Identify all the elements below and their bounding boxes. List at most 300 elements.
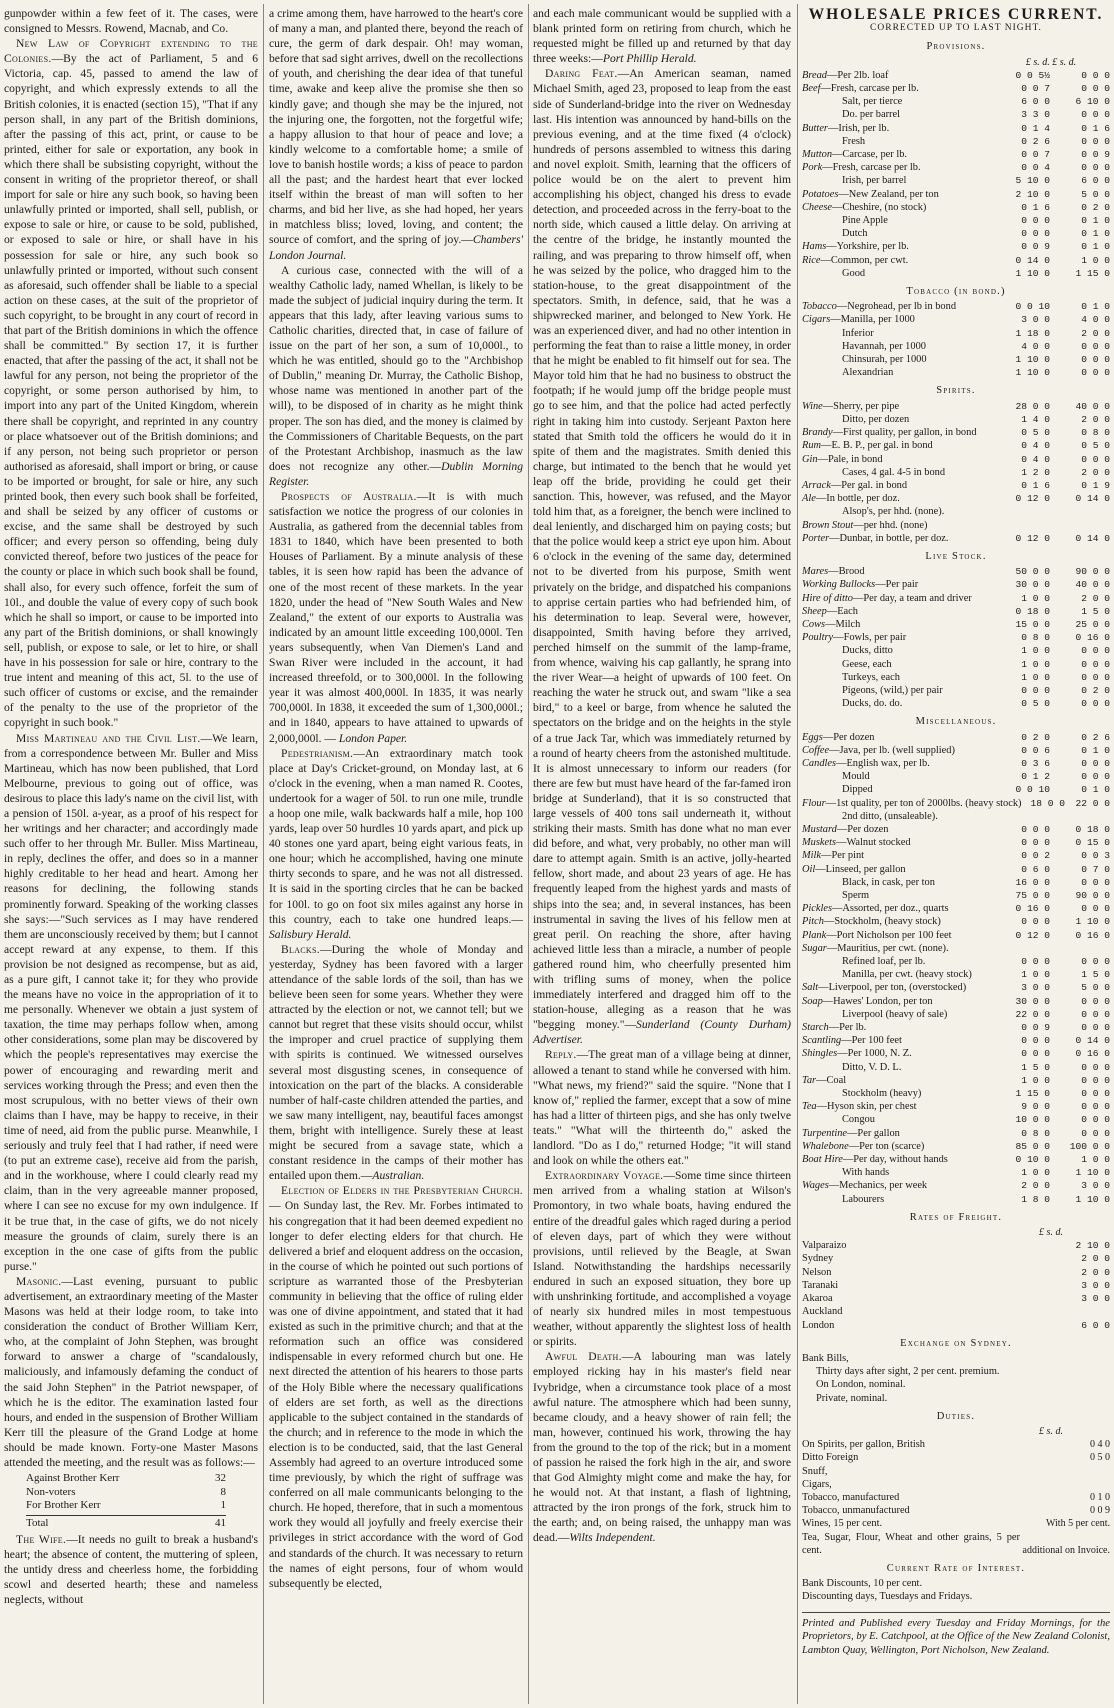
commodity-desc: —Milch [825, 618, 861, 630]
price-row [802, 69, 1110, 82]
commodity-name: Butter [802, 122, 828, 134]
price-row [802, 240, 1110, 253]
commodity-name: Hams [802, 241, 827, 253]
commodity-desc: —Java, per lb. (well supplied) [829, 744, 955, 756]
price-low: 0 0 7 [1021, 149, 1050, 161]
price-low: 0 1 2 [1021, 771, 1050, 783]
price-label [802, 148, 992, 161]
price-row [802, 1047, 1110, 1060]
price-label [802, 889, 992, 902]
price-low: 0 0 5½ [1015, 69, 1050, 81]
duty-item: Snuff, [802, 1465, 828, 1477]
price-low: 1 0 0 [1021, 671, 1050, 683]
price-low: 1 0 0 [1021, 645, 1050, 657]
price-row [802, 797, 1110, 810]
price-low: 1 10 0 [1015, 367, 1050, 379]
price-row [802, 823, 1110, 836]
freight-row [802, 1319, 1110, 1332]
price-label [802, 810, 992, 823]
vote-count: 8 [220, 1485, 226, 1498]
price-low: 0 16 0 [1015, 903, 1050, 915]
article-martineau [4, 731, 258, 1274]
article-body: A curious case, connected with the will of a wealthy Catholic lady, named Whellan, is likely to be made the subject of judicial inquiry during the term. It appears that this lady, after leaving various sums to Catholic charities, directed that, in case of failure of issue on the part of her son, a sum of 10,000l., to which he was entitled, should go to the "Archbishop of Dublin," meaning Dr. Murray, the Catholic Bishop, whose name was mentioned in another part of the will), to be disposed of in charity as he might think proper. The son has died, and the money is claimed by the Commissioners of Charitable Bequests, on the part of the Protestant Archbishop, inasmuch as the law does not recognize any other.— [269, 263, 523, 473]
price-high: 1 5 0 [1081, 969, 1110, 981]
price-row [802, 174, 1110, 187]
price-row [802, 453, 1110, 466]
commodity-desc: Irish, per barrel [842, 175, 907, 187]
vote-count: 41 [215, 1516, 226, 1529]
price-low: 0 0 0 [1021, 684, 1050, 696]
price-row [802, 757, 1110, 770]
vote-label: Non-voters [26, 1485, 76, 1498]
freight-rate: 2 0 0 [1081, 1253, 1110, 1265]
commodity-desc: —Yorkshire, per lb. [826, 241, 909, 253]
price-row [802, 942, 1110, 955]
price-label [802, 1113, 992, 1126]
article-paragraph: gunpowder within a few feet of it. The cases, were consigned to Messrs. Rowend, Macnab, and Co. [4, 7, 258, 36]
article-body: —It is with much satisfaction we notice the progress of our colonies in Australia, as gathered from the decennial tables from 1831 to 1840, which have been presented to both Houses of Parliament. By a minute analysis of these tables, it is seen how rapid has been the advance of one of the most recent of these markets. In the year 1820, under the head of "New South Wales and New Zealand," the extent of our exports to Australia was indicated by an amount little exceeding 100,000l. Ten years subsequently, when Van Diemen's Land and Swan River were included in the account, it had increased threefold, or to 300,000l. In the following year it was almost 400,000l. In 1835, it was nearly 700,000l. In 1838, it exceeded the sum of 1,300,000l.; and in 1840, appears to have attained to upwards of 2,000,000l. — [269, 490, 523, 745]
prices-subtitle: CORRECTED UP TO LAST NIGHT. [870, 23, 1042, 34]
commodity-desc: —Hyson skin, per chest [816, 1101, 917, 1113]
price-high: 90 0 0 [1075, 890, 1110, 901]
price-high: 3 0 0 [1081, 1180, 1110, 1192]
article-heading: Extraordinary Voyage. [545, 1169, 664, 1183]
commodity-name: Tobacco [802, 301, 837, 313]
price-row [802, 340, 1110, 353]
price-high: 0 0 0 [1081, 354, 1110, 366]
commodity-desc: —Negrohead, per lb in bond [836, 301, 957, 313]
article-paragraph [269, 263, 523, 489]
price-high: 40 0 0 [1075, 579, 1110, 591]
price-row [802, 836, 1110, 849]
price-high: 0 1 6 [1081, 122, 1110, 134]
tobacco-list [802, 300, 1110, 379]
price-high: 0 1 0 [1081, 744, 1110, 756]
price-high: 22 0 0 [1075, 797, 1110, 809]
commodity-name: Rice [802, 254, 821, 266]
price-row [802, 915, 1110, 928]
price-low: 0 0 0 [1021, 228, 1050, 240]
price-low: 0 0 0 [1021, 1048, 1050, 1060]
commodity-name: Salt [802, 982, 819, 994]
article-paragraph [533, 6, 791, 66]
commodity-name: Mares [802, 566, 829, 578]
price-row [802, 955, 1110, 968]
vote-table [26, 1472, 226, 1530]
duty-item: Tobacco, unmanufactured [802, 1505, 910, 1517]
article-heading: Election of Elders in the Presbyterian Church. [281, 1184, 523, 1198]
freight-row [802, 1305, 1110, 1318]
price-row [802, 122, 1110, 135]
duty-item: Cigars, [802, 1478, 832, 1490]
article-source: London Paper. [338, 731, 408, 745]
price-label [802, 1074, 992, 1087]
freight-row [802, 1292, 1110, 1305]
price-label [802, 671, 992, 684]
freight-place: Taranaki [802, 1279, 839, 1291]
article-body: a crime among them, have harrowed to the heart's core of many a man, and planted there, beyond the reach of cure, the germ of dark despair. Oh! may woman, before that sad sight arrives, dwell on the recollections of youth, and cherishing the dear idea of that tuneful time, awake and keep alive the promise she then so kindly gave; and though she may be the injured, not the injuring one, the forgotten, not the forgetful wife; a happy allusion to that hour of peace and love; a kindly welcome to a comfortable home; a smile of love to banish hostile words; a kiss of peace to pardon all the past; and the hardest heart that ever locked itself within the breast of man will soften to her charms, and bid her live, as she had hoped, her years in matchless bliss; loved, loving, and content; the source of comfort, and the spring of joy.— [269, 7, 523, 247]
commodity-desc: Sperm [842, 890, 870, 901]
price-row [802, 1100, 1110, 1113]
price-low: 0 4 0 [1021, 440, 1050, 452]
price-low: 1 0 0 [1021, 1074, 1050, 1086]
price-label [802, 466, 992, 479]
price-low: 0 5 0 [1021, 698, 1050, 710]
commodity-desc: —Per pint [821, 850, 865, 862]
livestock-list [802, 565, 1110, 710]
miscellaneous-list [802, 731, 1110, 1206]
commodity-desc: —Linseed, per gallon [815, 863, 906, 875]
duty-rate: 0 1 0 [1090, 1491, 1110, 1503]
duty-item: Wines, 15 per cent. [802, 1518, 883, 1530]
freight-place: London [802, 1319, 835, 1331]
commodity-name: Candles [802, 757, 837, 769]
commodity-desc: —Fresh, carcase per lb. [822, 162, 921, 174]
commodity-name: Pitch [802, 916, 824, 928]
price-row [802, 82, 1110, 95]
commodity-desc: —Per dozen [836, 823, 889, 835]
commodity-desc: —1st quality, per ton of 2000lbs. (heavy stock) [825, 797, 1022, 809]
price-high: 0 5 0 [1081, 440, 1110, 452]
price-label [802, 214, 992, 227]
commodity-desc: —Pale, in bond [817, 453, 883, 465]
commodity-desc: Havannah, per 1000 [842, 340, 926, 352]
column-rule [528, 4, 529, 1704]
price-row [802, 1113, 1110, 1126]
price-label [802, 227, 992, 240]
commodity-name: Working Bullocks [802, 579, 876, 591]
article-body: — On Sunday last, the Rev. Mr. Forbes intimated to his congregation that it had been deemed expedient no longer to defer electing elders for that church. He delivered a brief and eloquent address on the occasion, in the course of which he pointed out such portions of scripture as warranted those of the Presbyterian community in believing that the office of ruling elder was one of divine appointment, and stated that it had existed as such in the primitive church; and that at the reformation such an office was considered indispensable in every reformed church but one. He next directed the attention of his hearers to those parts of the Holy Bible where the necessary qualifications of elders are set forth, as well as the directions applicable to the subject contained in the standards of the church; and in reference to the mode in which the election is to be conducted, said, that the last General Assembly had agreed to an overture introduced some time previously, by which the right of suffrage was conferred on all male communicants belonging to the church. He hoped, therefore, that in such a momentous work they would all joyfully and freely exercise their privileges in strict accordance with the word of God and standards of the church. It was necessary to return the names of eight persons, four of whom would subsequently be elected, [269, 1199, 524, 1590]
commodity-desc: —Common, per cwt. [820, 254, 909, 266]
price-label [802, 684, 992, 697]
commodity-name: Shingles [802, 1048, 838, 1060]
commodity-name: Bread [802, 69, 828, 81]
price-low: 0 14 0 [1015, 254, 1050, 266]
price-low: 1 5 0 [1021, 1061, 1050, 1073]
commodity-name: Brandy [802, 427, 833, 439]
article-body: —By the act of Parliament, 5 and 6 Victoria, cap. 45, passed to amend the law of copyright, and which expressly extends to all the British colonies, it is enacted (section 15), "That if any person shall, in any part of the British dominions, after the passing of this act, print, or cause to be printed, either for sale or exportation, any book in which there shall be subsisting copyright, without the consent in writing of the proprietor thereof, or shall import for sale or hire any such book, so having been unlawfully printed or imported, shall sell, publish, or expose to sale or hire, or cause to be sold, published, or exposed to sale or hire, or shall have in his possession for sale or hire, any such book so unlawfully printed or imported, without such consent as aforesaid, such offender shall be liable to a special action on these cases, at the suit of the proprietor of such copyright, to be brought in any court of record in that part of the British dominions in which the offence shall be committed." By section 17, it is further enacted, that after the passing of the act, it shall not be lawful for any person, not being the proprietor of the copyright, or some person authorised by him, to import into any part of the United Kingdom, wherein there shall be copyright, and reprinted in any country or place whatsoever out of the British dominions; and if any person, not being such proprietor or person authorised as aforesaid, shall import or bring, or cause to be imported or brought, for sale or hire, any such printed book, then every such book shall be forfeited, and shall be seized by any officer of customs or excise, and the same shall be destroyed by such officer; and every person so offending, being duly convicted thereof, before two justices of the peace for the county or place in which such book shall be found, shall also, for every such offence, forfeit the sum of 10l., and double the value of every copy of such book which he shall so import, or cause to be imported into any part of the British dominions, or shall knowingly sell, publish, or expose to sale, or let to hire, or shall have in his possession for sale or hire, contrary to the true intent and meaning of this act, 5l. to the use of such officer of customs or excise, and the remainder of the penalty to the use of the proprietor of the copyright in such book." [4, 52, 258, 730]
price-high: 0 0 0 [1081, 771, 1110, 783]
commodity-desc: Fresh [842, 135, 866, 147]
commodity-name: Mutton [802, 149, 833, 161]
price-row [802, 1140, 1110, 1153]
price-low: 0 0 0 [1021, 1035, 1050, 1047]
price-label [802, 300, 992, 313]
commodity-desc: —Dunbar, in bottle, per doz. [829, 532, 949, 544]
article-heading: Miss Martineau and the Civil List. [16, 731, 201, 745]
column-rule [797, 4, 798, 1704]
commodity-name: Wages [802, 1180, 829, 1192]
price-label [802, 161, 992, 174]
commodity-desc: —Hawes' London, per ton [822, 995, 933, 1007]
commodity-desc: Salt, per tierce [842, 96, 903, 108]
price-high: 0 18 0 [1075, 823, 1110, 835]
price-label [802, 1047, 992, 1060]
freight-place: Nelson [802, 1266, 832, 1278]
commodity-desc: Pine Apple [842, 215, 888, 227]
freight-rate: 2 10 0 [1075, 1240, 1110, 1252]
commodity-name: Sheep [802, 605, 827, 617]
freight-rate: 3 0 0 [1081, 1279, 1110, 1291]
commodity-desc: 2nd ditto, (unsaleable). [842, 810, 938, 822]
price-label [802, 95, 992, 108]
exchange-line: Bank Bills, [802, 1352, 849, 1364]
article-heading: Daring Feat. [545, 67, 618, 81]
price-high: 0 0 0 [1081, 453, 1110, 465]
price-row [802, 995, 1110, 1008]
commodity-desc: —Per day, a team and driver [853, 592, 972, 604]
commodity-desc: Chinsurah, per 1000 [842, 354, 927, 366]
duty-rate: 0 4 0 [1090, 1439, 1110, 1451]
price-row [802, 313, 1110, 326]
commodity-desc: —Mauritius, per cwt. (none). [826, 942, 949, 954]
price-low: 0 0 10 [1015, 301, 1050, 313]
price-label [802, 1100, 992, 1113]
commodity-name: Flour [802, 797, 826, 809]
freight-row [802, 1266, 1110, 1279]
article-body: —We learn, from a correspondence between Mr. Buller and Miss Martineau, which has now been published, that Lord Melbourne, previous to going out of office, was desirous to place this lady's name on the civil list, with a pension of 150l. a-year, as a proof of his respect for her writings and her character; and accordingly made such offer to her through Mr. Buller. Miss Martineau, in reply, declines the offer, and does so in a manner highly creditable to her head and heart. Among her reasons for declining, the following stands prominently forward. Speaking of the working classes she says:—"Such services as I may have rendered them are unconsciously received by them; but I cannot accept reward at any expense, to them. If this provision be not designed as recompense, but as aid, as a pure gift, I cannot take it; for they who provide the means have no voice in the appropriation of it to me personally. Whenever we obtain a just system of taxation, the time may perhaps follow when, among other considerations, some plan may be discovered by which the people's representatives may exercise the power of encouraging and rewarding merit and services working through the Press; and even then the most scrupulous, with no better views of their own claims than I have, may be happy to receive, in their time of need, aid from the public purse. Meanwhile, I seriously and truly feel that I had rather, if need were (to put an extreme case), receive aid from the parish, and in the workhouse, where I could clearly read my claim, than in the very agreeable manner proposed, where I can see no excuse for my own indulgence. If it be true that, in the case of gifts, we do not nicely measure the grounds of claim, surely there is an exception in the one case of gifts from the public purse." [4, 731, 258, 1273]
price-label [802, 770, 992, 783]
price-row [802, 148, 1110, 161]
price-row [802, 770, 1110, 783]
commodity-desc: —Per gal. in bond [830, 479, 908, 491]
price-high: 40 0 0 [1075, 400, 1110, 412]
commodity-name: Muskets [802, 837, 837, 849]
price-row [802, 1193, 1110, 1206]
commodity-desc: —Carcase, per lb. [832, 149, 908, 161]
price-low: 1 0 0 [1021, 969, 1050, 981]
price-label [802, 915, 992, 928]
commodity-desc: —English wax, per lb. [836, 757, 930, 769]
price-low: 3 3 0 [1021, 109, 1050, 121]
price-high: 0 14 0 [1075, 532, 1110, 544]
price-low: 0 4 0 [1021, 453, 1050, 465]
price-low: 0 0 9 [1021, 241, 1050, 253]
commodity-desc: Alexandrian [842, 367, 894, 379]
imprint: Printed and Published every Tuesday and Friday Mornings, for the Proprietors, by E. Catchpool, at the Office of the New Zealand Colonist, Lambton Quay, Wellington, Port Nicholson, New Zealand. [802, 1612, 1110, 1658]
price-high: 0 0 0 [1081, 340, 1110, 352]
price-row [802, 1153, 1110, 1166]
commodity-desc: —Per ton (scarce) [848, 1140, 925, 1152]
exchange-list [802, 1352, 1110, 1405]
article-source: Chambers' London Journal. [269, 233, 523, 262]
price-low: 75 0 0 [1015, 890, 1050, 901]
article-voyage [533, 1168, 791, 1349]
price-label [802, 313, 992, 326]
duties-list [802, 1438, 1110, 1557]
commodity-desc: Turkeys, each [842, 671, 900, 683]
price-label [802, 823, 992, 836]
freight-row [802, 1279, 1110, 1292]
commodity-name: Poultry [802, 632, 834, 644]
price-row [802, 353, 1110, 366]
commodity-desc: —Stockholm, (heavy stock) [823, 916, 941, 928]
freight-place: Akaroa [802, 1293, 833, 1305]
price-row [802, 1166, 1110, 1179]
commodity-name: Coffee [802, 744, 830, 756]
price-row [802, 578, 1110, 591]
price-row [802, 479, 1110, 492]
price-label [802, 605, 992, 618]
commodity-desc: —Manilla, per 1000 [830, 314, 915, 326]
price-label [802, 519, 992, 532]
price-label [802, 876, 992, 889]
article-masonic [4, 1274, 258, 1470]
commodity-desc: —Brood [828, 566, 865, 578]
price-label [802, 340, 992, 353]
commodity-desc: —Assorted, per doz., quarts [832, 903, 949, 915]
commodity-desc: Geese, each [842, 658, 892, 670]
price-label [802, 254, 992, 267]
price-high: 0 0 9 [1081, 149, 1110, 161]
price-low: 0 6 0 [1021, 863, 1050, 875]
price-high: 0 0 0 [1081, 135, 1110, 147]
price-label [802, 439, 992, 452]
commodity-name: Scantling [802, 1035, 842, 1047]
article-source: Australian. [372, 1169, 425, 1183]
price-row [802, 684, 1110, 697]
commodity-name: Cigars [802, 314, 831, 326]
price-row [802, 188, 1110, 201]
price-high: 0 2 6 [1081, 731, 1110, 743]
section-heading: Spirits. [936, 385, 976, 397]
commodity-desc: —Per gallon [847, 1127, 900, 1139]
price-high: 0 16 0 [1075, 632, 1110, 644]
price-label [802, 426, 992, 439]
duty-row [802, 1531, 1110, 1557]
article-body: —A labouring man was lately employed ricking hay in his master's field near Ivybridge, when a circumstance took place of a most awful nature. The atmosphere which had been sunny, became cloudy, and a heavy shower of rain fell; the man, however, continued his work, throwing the hay from the ground to the top of the rick; but in a moment of passion he raised the fork high in the air, and swore that God Almighty might come and make the hay, for he would not. At that instant, a flash of lightning, attracted by the iron prongs of the fork, struck him to the earth; and, on being raised, the unhappy man was dead.— [533, 1350, 791, 1545]
price-low: 1 0 0 [1021, 592, 1050, 604]
commodity-desc: Inferior [842, 327, 874, 339]
price-label [802, 592, 992, 605]
freight-place: Valparaizo [802, 1240, 847, 1252]
commodity-name: Boat Hire [802, 1154, 843, 1166]
price-row [802, 783, 1110, 796]
price-high: 0 0 0 [1081, 1114, 1110, 1126]
price-row [802, 902, 1110, 915]
section-heading: Current Rate of Interest. [886, 1562, 1026, 1574]
prices-title: WHOLESALE PRICES CURRENT. [808, 6, 1104, 23]
price-row [802, 161, 1110, 174]
article-pedestrianism [269, 746, 523, 942]
price-low: 16 0 0 [1015, 876, 1050, 888]
price-high: 0 0 0 [1081, 876, 1110, 888]
price-label [802, 108, 992, 121]
price-row [802, 254, 1110, 267]
price-high: 0 0 0 [1081, 757, 1110, 769]
price-high: 0 0 0 [1081, 658, 1110, 670]
duty-item: Tobacco, manufactured [802, 1491, 900, 1503]
price-row [802, 426, 1110, 439]
price-low: 5 10 0 [1015, 175, 1050, 187]
price-label [802, 836, 992, 849]
article-daring-feat [533, 66, 791, 1047]
price-label [802, 618, 992, 631]
price-label [802, 1021, 992, 1034]
price-low: 0 8 0 [1021, 1127, 1050, 1139]
price-high: 0 0 0 [1081, 1088, 1110, 1100]
price-row [802, 592, 1110, 605]
price-high: 2 0 0 [1081, 592, 1110, 604]
price-label [802, 174, 992, 187]
article-heading: Prospects of Australia. [281, 490, 417, 503]
commodity-desc: Mould [842, 771, 870, 783]
commodity-name: Mustard [802, 823, 837, 835]
commodity-name: Oil [802, 863, 816, 875]
commodity-desc: —Per dozen [822, 731, 875, 743]
price-high: 0 2 0 [1081, 201, 1110, 213]
price-high: 0 1 0 [1081, 301, 1110, 313]
commodity-desc: —Fresh, carcase per lb. [820, 83, 919, 95]
price-low: 0 0 9 [1021, 1022, 1050, 1034]
commodity-desc: Refined loaf, per lb. [842, 956, 926, 968]
article-elders [269, 1183, 523, 1591]
commodity-desc: —Irish, per lb. [827, 122, 890, 134]
article-body: —The great man of a village being at dinner, allowed a tenant to stand while he conversed with him. "What news, my friend?" said the squire. "None that I know of," replied the farmer, except that a sow of mine has had a litter of thirteen pigs, and she has only twelve teats." "What will the thirteenth do," asked the landlord. "Do as I do," returned Hodge; "it will stand and look on while the others eat." [533, 1048, 791, 1168]
price-label [802, 1127, 992, 1140]
price-label [802, 122, 992, 135]
commodity-name: Potatoes [802, 188, 839, 200]
duties-currency-header [802, 1425, 1110, 1438]
price-high: 0 1 9 [1081, 479, 1110, 491]
price-label [802, 201, 992, 214]
price-label [802, 327, 992, 340]
price-low: 0 12 0 [1015, 493, 1050, 505]
duty-rate: 0 0 9 [1090, 1505, 1110, 1517]
duty-rate: 0 5 0 [1090, 1452, 1110, 1464]
price-label [802, 783, 992, 796]
freight-rate: 6 0 0 [1081, 1319, 1110, 1331]
vote-row [26, 1499, 226, 1513]
price-low: 0 8 0 [1021, 632, 1050, 644]
commodity-name: Soap [802, 995, 823, 1007]
price-high: 6 0 0 [1081, 175, 1110, 187]
column-rule [263, 4, 264, 1704]
price-row [802, 300, 1110, 313]
provisions-list [802, 69, 1110, 280]
price-label [802, 744, 992, 757]
price-high: 0 0 0 [1081, 83, 1110, 95]
article-heading: Reply. [545, 1048, 577, 1062]
price-low: 1 18 0 [1015, 327, 1050, 339]
price-row [802, 505, 1110, 518]
interest-list [802, 1577, 1110, 1603]
commodity-name: Ale [802, 493, 816, 505]
commodity-desc: With hands [842, 1167, 890, 1179]
price-high: 0 0 0 [1081, 1101, 1110, 1113]
currency-header [802, 56, 1110, 69]
price-label [802, 1008, 992, 1021]
price-low: 1 15 0 [1015, 1088, 1050, 1100]
article-body: —An American seaman, named Michael Smith, aged 23, proposed to leap from the east side of Sunderland-bridge into the river on Wednesday last. His intention was announced by hand-bills on the previous evening, and at the time fixed (4 o'clock) hundreds of persons assembled to witness this daring and novel exploit. Smith, learning that the officers of police would be on the alert to prevent him accomplishing his object, changed his dress to evade detection, and proceeded across in the ferry-boat to the north side, which caused a little delay. On arriving at the centre of the bridge, he instantly mounted the railing, and was preparing to throw himself off, when he was seized by the police, who dragged him to the station-house, to the great disappointment of the spectators. Smith, in defence, said, that he was a shipwrecked mariner, and belonged to New York. He was an experienced diver, and had no other intention in performing the feat than to raise a little money, in order that he might be enabled to fit himself out for sea. The Mayor told him that he had no business to obstruct the footpath; if he would jump off the bridge people must go to see him, and that the police had acted perfectly right in taking him into custody. Serjeant Paxton here stated that Smith told the officers he would do it in spite of them and the magistrates. Smith denied this charge, but intimated to the bench that he would yet leap off the bride, providing he could get their sanction. This, however, was refused, and the Mayor told him that, as a foreigner, the bench were inclined to deal leniently, and discharged him on paying costs; but that the police would keep a strict eye upon him. About 6 o'clock in the evening of the same day, determined not to be diverted from his purpose, Smith went privately on the bridge, and dispatched his companions to apprise certain parties who had befriended him, of his determination to leap. Several were, however, disappointed, Smith having before they arrived, perched himself on the summit of the lamp-frame, from whence, waiving his cap gallantly, he sprang into the river Wear—a height of upwards of 100 feet. On reaching the water he struck out, and swam "like a sea bird," to a keel or barge, from whence he saluted the spectators on the bridge and on the heights in the style of a true Jack Tar, which was immediately returned by a round of hearty cheers from the astonished multitude. It is almost unnecessary to inform our readers (for there are few but must have heard of the far-famed iron bridge at Sunderland), that it is so constructed that large vessels of 400 tons sail underneath it, without striking their masts. Smith has done what no man ever did before, and what, very probably, no other man will dare to attempt again. Smith is an active, jolly-hearted fellow, short made, and about 23 years of age. He has frequently leaped from the highest yards and masts of ships into the sea; and, in several instances, has been instrumental in saving the lives of his fellow men at great peril. On reaching the shore, after having achieved little less than a miracle, a number of people gathered round him, who cheerfully presented him with trifling sums of money, when the police immediately interfered and dragged him off to the station-house, alleging as a reason that he was "begging money."— [533, 67, 791, 1032]
commodity-name: Rum [802, 440, 822, 452]
price-row [802, 1074, 1110, 1087]
price-low: 3 0 0 [1021, 314, 1050, 326]
price-label [802, 658, 992, 671]
price-label [802, 1087, 992, 1100]
article-body: —It needs no guilt to break a husband's heart; the absence of content, the muttering of spleen, the untidy dress and cheerless home, the forbidding scowl and deserted hearth; these and nameless neglects, without [4, 1533, 258, 1607]
price-label [802, 1179, 992, 1192]
price-low: 0 0 0 [1021, 823, 1050, 835]
price-low: 0 12 0 [1015, 532, 1050, 544]
price-row [802, 214, 1110, 227]
article-source: Salisbury Herald. [269, 927, 352, 941]
freight-rate: 2 0 0 [1081, 1266, 1110, 1278]
price-row [802, 605, 1110, 618]
price-row [802, 1021, 1110, 1034]
price-high: 0 0 0 [1081, 1127, 1110, 1139]
commodity-name: Turpentine [802, 1127, 848, 1139]
